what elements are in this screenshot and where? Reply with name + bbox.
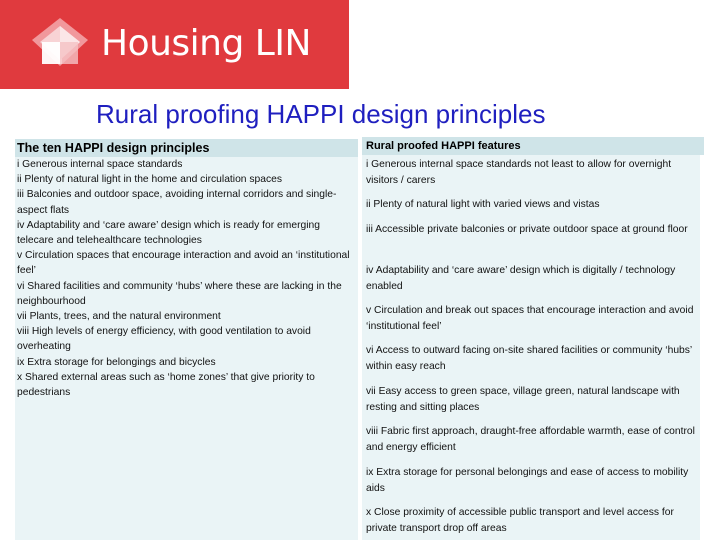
principles-list — [15, 157, 358, 400]
logo-text: Housing LIN — [101, 23, 311, 64]
list-item: ii Plenty of natural light in the home and circulation spaces — [17, 174, 283, 186]
list-item: vii Plants, trees, and the natural environment — [17, 311, 221, 323]
list-item: vi Access to outward facing on-site shared facilities or community ‘hubs’ within easy reach — [366, 345, 692, 372]
list-item: viii High levels of energy efficiency, with good ventilation to avoid overheating — [17, 326, 311, 353]
page-title: Rural proofing HAPPI design principles — [96, 99, 546, 129]
housing-lin-logo — [0, 0, 349, 89]
list-item: ix Extra storage for belongings and bicycles — [17, 356, 216, 368]
list-item: x Shared external areas such as ‘home zones’ that give priority to pedestrians — [17, 371, 315, 399]
left-column-header: The ten HAPPI design principles — [15, 139, 358, 157]
list-item: i Generous internal space standards not least to allow for overnight visitors / carers — [366, 159, 672, 186]
list-item: vi Shared facilities and community ‘hubs’ where these are lacking in the neighbourhood — [17, 280, 342, 307]
list-item: viii Fabric first approach, draught-free affordable warmth, ease of control and energy efficient — [366, 426, 695, 453]
list-item: x Close proximity of accessible public transport and level access for private transport drop off areas — [366, 507, 674, 534]
list-item: v Circulation spaces that encourage interaction and avoid an ‘institutional feel’ — [17, 250, 350, 277]
list-item: vii Easy access to green space, village green, natural landscape with resting and sitting places — [366, 386, 680, 413]
right-column-body — [362, 155, 700, 540]
list-item: iii Accessible private balconies or private outdoor space at ground floor — [366, 224, 688, 235]
right-column-header: Rural proofed HAPPI features — [362, 137, 704, 155]
list-item: iii Balconies and outdoor space, avoiding internal corridors and single-aspect flats — [17, 189, 337, 216]
list-item: iv Adaptability and ‘care aware’ design which is digitally / technology enabled — [366, 265, 676, 292]
house-logo-icon — [30, 16, 90, 74]
list-item: ii Plenty of natural light with varied views and vistas — [366, 199, 600, 210]
list-item: v Circulation and break out spaces that encourage interaction and avoid ‘institutional feel’ — [366, 305, 694, 332]
left-column-body — [15, 157, 358, 540]
list-item: ix Extra storage for personal belongings and ease of access to mobility aids — [366, 467, 689, 494]
list-item: i Generous internal space standards — [17, 159, 183, 170]
list-item: iv Adaptability and ‘care aware’ design which is ready for emerging telecare and telehealthcare technologies — [17, 219, 320, 247]
